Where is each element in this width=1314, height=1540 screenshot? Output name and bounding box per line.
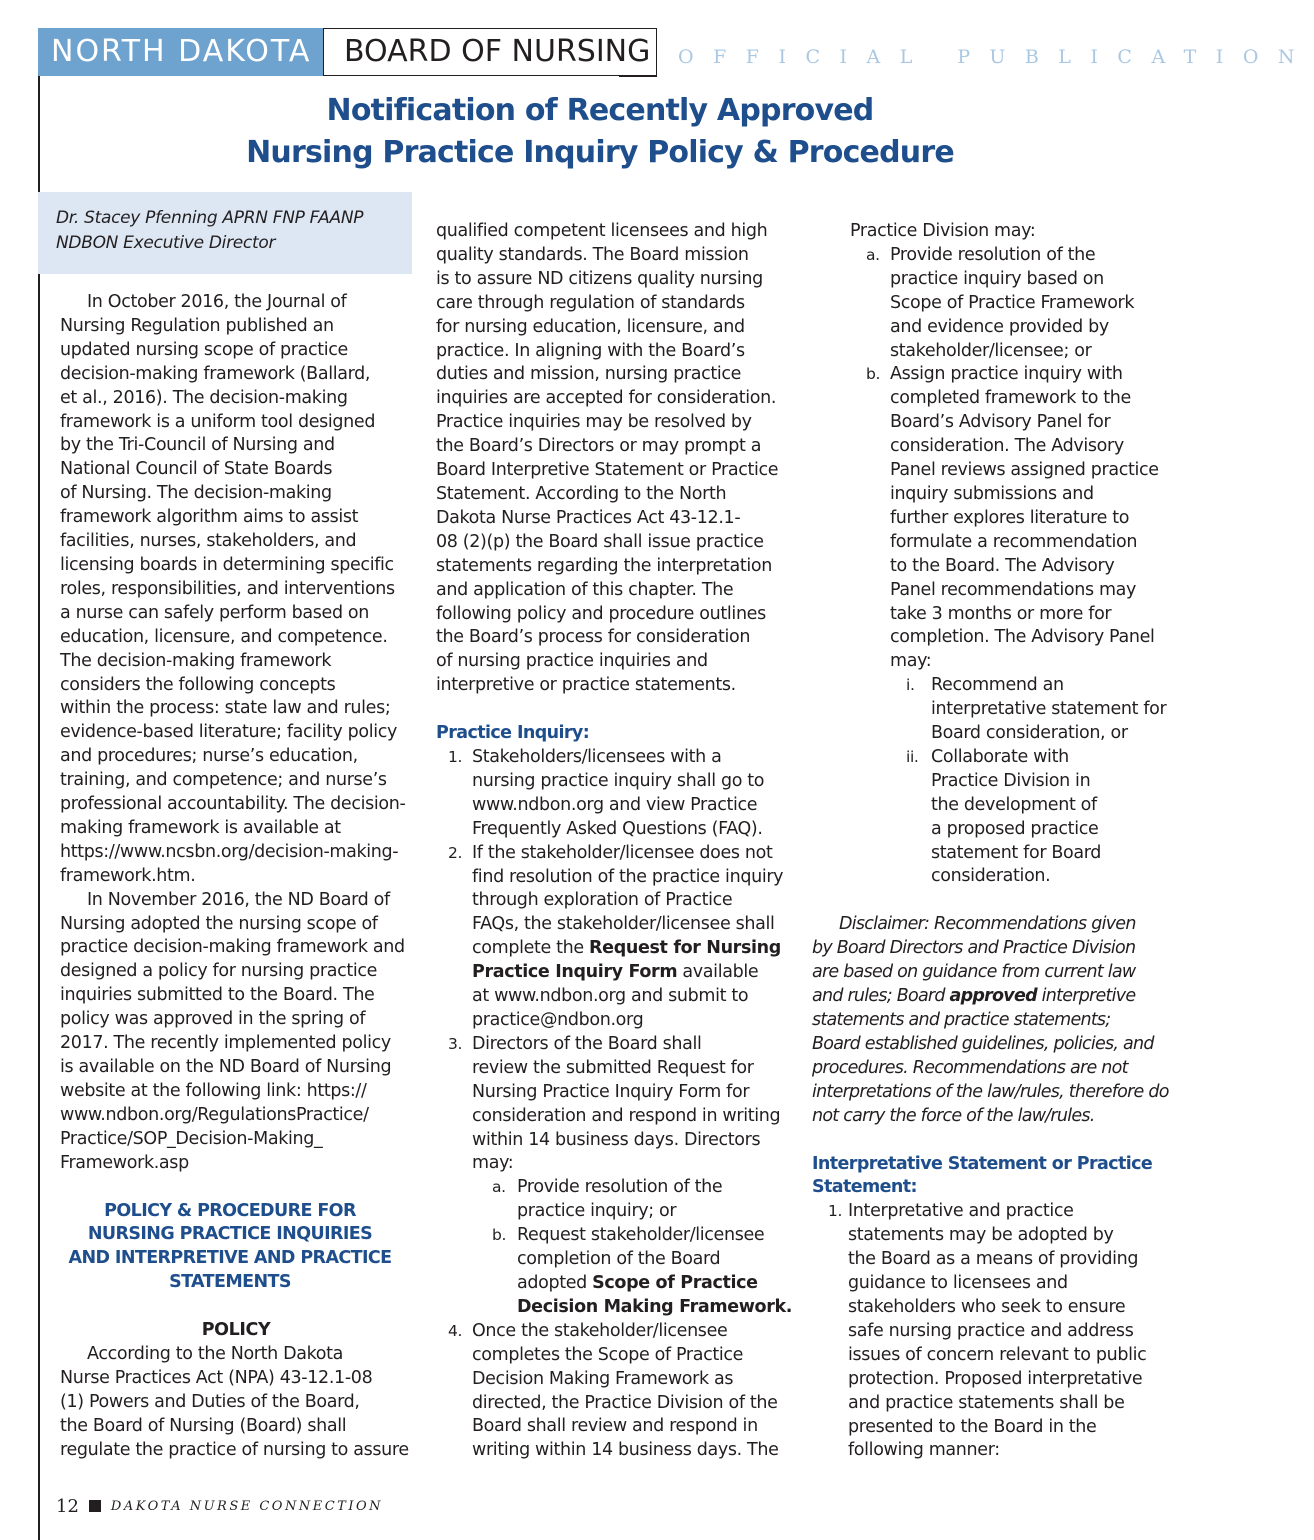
masthead-rule — [619, 75, 657, 77]
byline-role: NDBON Executive Director — [56, 233, 276, 253]
col1-paragraph-3: According to the North Dakota Nurse Practices Act (NPA) 43-12.1-08 (1) Powers and Duties of the Board, the Board of Nursing (Board) shall regulate the practice of nursing to assure — [60, 1344, 409, 1460]
sub-list-item: a. Provide resolution of the practice inquiry based on Scope of Practice Framework and evidence provided by stakeholder/licensee; or — [866, 244, 1135, 361]
roman-list-item: i. Recommend an interpretative statement for Board consideration, or — [906, 675, 1167, 744]
sub-list-item: b. Assign practice inquiry with completed framework to the Board’s Advisory Panel for consideration. The Advisory Panel reviews assigned practice inquiry submissions and further explores literature to formulate a recommendation to the Board. The Advisory Panel recommendations may take 3 months or more for completion. The Advisory Panel may: — [866, 364, 1159, 672]
disclaimer: Disclaimer: Recommendations given by Board Directors and Practice Division are based on guidance from current law and rules; Board approved interpretive statements and practice statements; Board established guidelines, policies, and procedures. Recommendations are not interpretations of the law/rules, therefore do not carry the force of the law/rules. — [812, 914, 1169, 1126]
article-title-line-2: Nursing Practice Inquiry Policy & Procedure — [246, 135, 954, 170]
publication-name: DAKOTA NURSE CONNECTION — [110, 1498, 383, 1514]
page-number: 12 — [56, 1495, 79, 1517]
sub-list-item: b. Request stakeholder/licensee completion of the Board adopted Scope of Practice Decision Making Framework. — [492, 1225, 793, 1317]
roman-list-item: ii. Collaborate with Practice Division in the development of a proposed practice statement for Board consideration. — [906, 746, 1102, 887]
column-2 — [436, 220, 796, 1463]
list-item: 4. Once the stakeholder/licensee completes the Scope of Practice Decision Making Framework as directed, the Practice Division of the Board shall review and respond in writing within 14 business days. The — [448, 1320, 779, 1461]
list-item: 1. Stakeholders/licensees with a nursing practice inquiry shall go to www.ndbon.org and view Practice Frequently Asked Questions (FAQ). — [436, 746, 796, 842]
request-form-name: Request for Nursing — [589, 938, 781, 959]
list-item: 3. Directors of the Board shall review the submitted Request for Nursing Practice Inquiry Form for consideration and respond in writing within 14 business days. Directors may: — [448, 1033, 781, 1174]
practice-inquiry-heading: Practice Inquiry: — [436, 723, 590, 744]
link-ndbon[interactable]: www.ndbon.org and view Practice — [472, 794, 758, 815]
link-ncsbn-framework[interactable]: https://www.ncsbn.org/decision-making- — [60, 841, 399, 862]
column-1 — [60, 291, 412, 1463]
interpretative-statement-heading: Interpretative Statement or Practice Statement: — [812, 1153, 1153, 1198]
masthead — [38, 28, 1314, 76]
col1-paragraph-2: In November 2016, the ND Board of Nursing adopted the nursing scope of practice decision-making framework and designed a policy for nursing practice inquiries submitted to the Board. The policy was approved in the spring of 2017. The recently implemented policy is available on the ND Board of Nursing website at the following link: https:// www.ndbon.org/RegulationsPractice/ Practice/SOP_Decision-Making_ Framework.asp — [60, 889, 412, 1176]
page-frame-rule — [38, 76, 40, 1540]
col2-paragraph-1: qualified competent licensees and high quality standards. The Board mission is to assure ND citizens quality nursing care through regulation of standards for nursing education, licensure, and practice. In aligning with the Board’s duties and mission, nursing practice inquiries are accepted for consideration. Practice inquiries may be resolved by the Board’s Directors or may prompt a Board Interpretive Statement or Practice Statement. According to the North Dakota Nurse Practices Act 43-12.1- 08 (2)(p) the Board shall issue practice statements regarding the interpretation and application of this chapter. The following policy and procedure outlines the Board’s process for consideration of nursing practice inquiries and interpretive or practice statements. — [436, 221, 779, 696]
article-title-line-1: Notification of Recently Approved — [326, 93, 874, 128]
email-practice[interactable]: practice@ndbon.org — [472, 1010, 644, 1030]
list-item: 1. Interpretative and practice statements may be adopted by the Board as a means of providing guidance to licensees and stakeholders who seek to ensure safe nursing practice and address issues of concern relevant to public protection. Proposed interpretative and practice statements shall be presented to the Board in the following manner: — [828, 1201, 1147, 1461]
page-footer — [56, 1494, 383, 1518]
list-continuation: Practice Division may: — [850, 221, 1036, 241]
policy-label: POLICY — [201, 1320, 271, 1341]
masthead-tagline: OFFICIAL PUBLICATION — [678, 46, 1314, 68]
masthead-state: NORTH DAKOTA — [38, 28, 323, 76]
policy-procedure-heading: POLICY & PROCEDURE FOR NURSING PRACTICE INQUIRIES AND INTERPRETIVE AND PRACTICE STATEMENTS — [68, 1200, 392, 1293]
link-ndbon-policy[interactable]: www.ndbon.org/RegulationsPractice/ — [60, 1104, 369, 1125]
list-item: 2. If the stakeholder/licensee does not find resolution of the practice inquiry through exploration of Practice FAQs, the stakeholder/licensee shall complete the Request for Nursing Practice Inquiry Form available at www.ndbon.org and submit to practice@ndbon.org — [436, 842, 796, 1033]
masthead-board: BOARD OF NURSING — [323, 28, 657, 76]
square-bullet-icon — [89, 1500, 101, 1512]
column-3 — [812, 220, 1188, 1463]
article-title — [0, 90, 1200, 174]
sub-list-item: a. Provide resolution of the practice inquiry; or — [492, 1177, 723, 1222]
col1-paragraph-1: In October 2016, the Journal of Nursing Regulation published an updated nursing scope of practice decision-making framework (Ballard, et al., 2016). The decision-making framework is a uniform tool designed by the Tri-Council of Nursing and National Council of State Boards of Nursing. The decision-making framework algorithm aims to assist facilities, nurses, stakeholders, and licensing boards in determining specific roles, responsibilities, and interventions a nurse can safely perform based on education, licensure, and competence. The decision-making framework considers the following concepts within the process: state law and rules; evidence-based literature; facility policy and procedures; nurse’s education, training, and competence; and nurse’s professional accountability. The decision- making framework is available at https://www.ncsbn.org/decision-making- framework.htm. — [60, 291, 412, 889]
byline-author: Dr. Stacey Pfenning APRN FNP FAANP — [56, 208, 364, 228]
byline-box — [38, 192, 412, 274]
